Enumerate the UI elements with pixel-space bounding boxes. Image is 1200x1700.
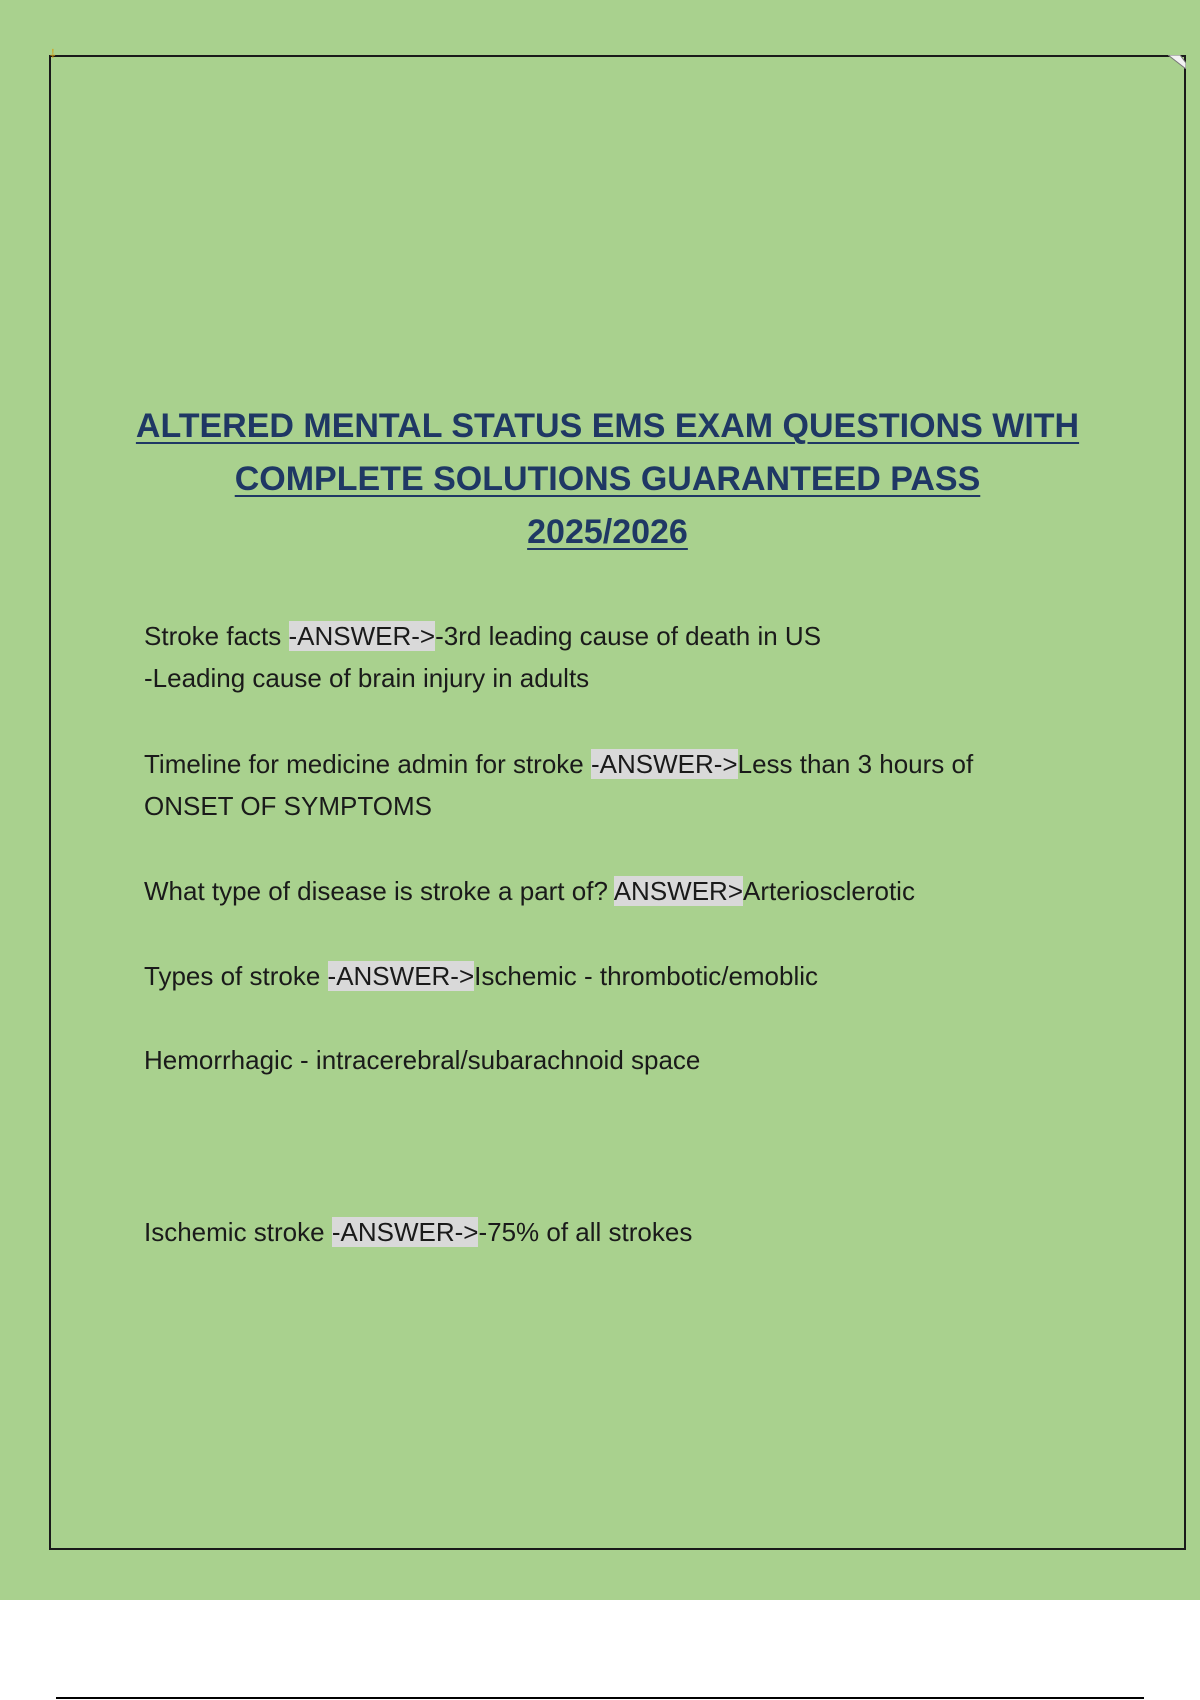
footer-rule	[56, 1697, 1144, 1699]
qa-line: Types of stroke -ANSWER->Ischemic - thrombotic/emoblic	[144, 961, 819, 991]
qa-line: Hemorrhagic - intracerebral/subarachnoid space	[144, 1045, 701, 1075]
title-line-2: COMPLETE SOLUTIONS GUARANTEED PASS	[234, 460, 981, 498]
qa-line: Stroke facts -ANSWER->-3rd leading cause of death in US	[144, 621, 822, 651]
qa-line: ONSET OF SYMPTOMS	[144, 791, 432, 821]
qa-entry-timeline	[144, 743, 973, 827]
answer-marker: -ANSWER->	[331, 1217, 479, 1247]
answer-marker: -ANSWER->	[288, 621, 436, 651]
title-line-3: 2025/2026	[527, 513, 688, 551]
qa-line: Timeline for medicine admin for stroke -ANSWER->Less than 3 hours of	[144, 749, 974, 779]
qa-entry-types-of-stroke	[144, 955, 818, 997]
qa-entry-ischemic-stroke	[144, 1211, 692, 1253]
qa-line: Ischemic stroke -ANSWER->-75% of all strokes	[144, 1217, 693, 1247]
title-line-1: ALTERED MENTAL STATUS EMS EXAM QUESTIONS WITH	[135, 407, 1080, 445]
answer-marker: ANSWER>	[613, 876, 744, 906]
qa-entry-disease-type	[144, 870, 915, 912]
qa-line: -Leading cause of brain injury in adults	[144, 663, 590, 693]
answer-marker: -ANSWER->	[590, 749, 738, 779]
qa-line: What type of disease is stroke a part of? ANSWER>Arteriosclerotic	[144, 876, 915, 906]
document-title	[100, 400, 1115, 559]
answer-marker: -ANSWER->	[327, 961, 475, 991]
qa-entry-stroke-facts	[144, 615, 821, 699]
page-fold-icon	[1168, 55, 1186, 69]
corner-anchor-icon: ⸸	[50, 47, 56, 61]
qa-entry-hemorrhagic	[144, 1039, 700, 1081]
